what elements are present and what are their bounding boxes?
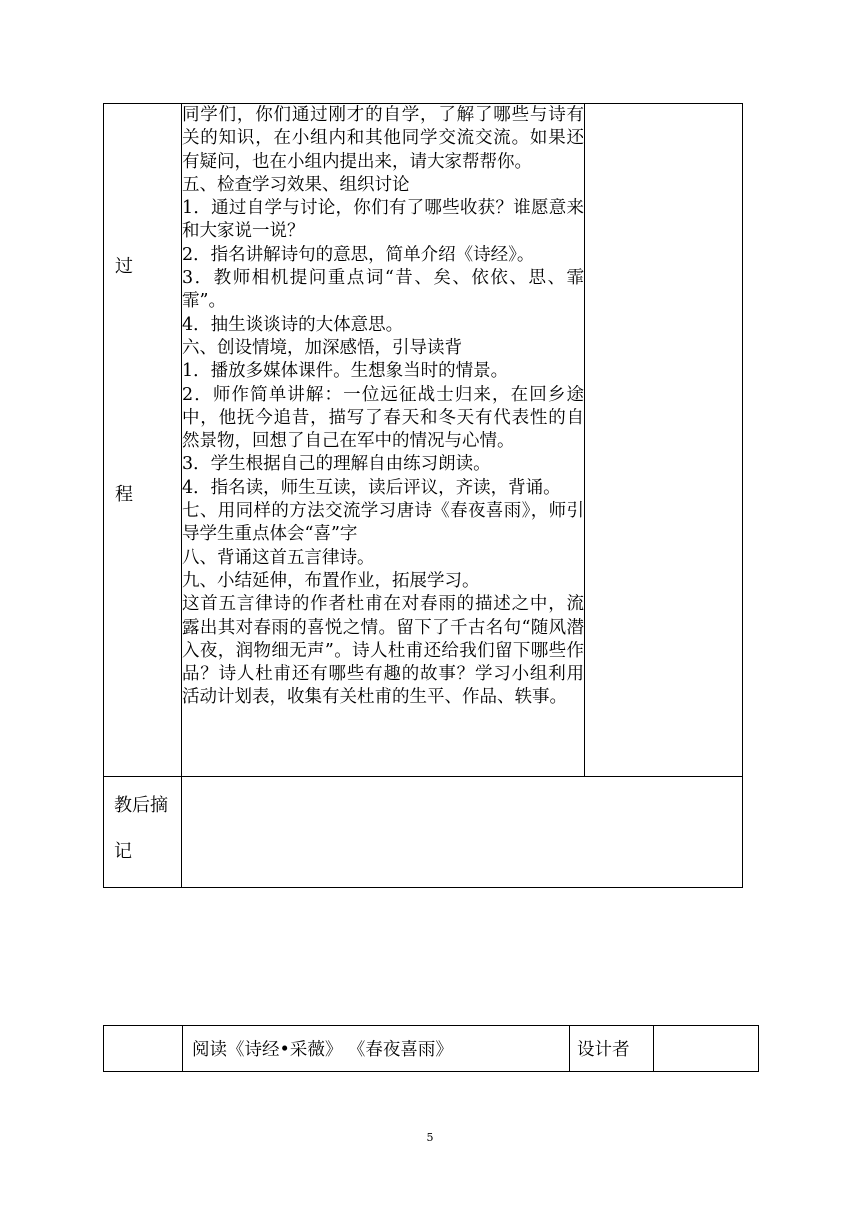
process-line: 这首五言律诗的作者杜甫在对春雨的描述之中，流露出其对春雨的喜悦之情。留下了千古名句“随风潜入夜，润物细无声”。诗人杜甫还给我们留下哪些作品？诗人杜甫还有哪些有趣的故事？学习小组利用活动计划表，收集有关杜甫的生平、作品、轶事。: [182, 594, 584, 708]
designer-label: 设计者: [570, 1026, 654, 1072]
process-line: 八、背诵这首五言律诗。: [182, 547, 375, 568]
post-lesson-row: [104, 777, 743, 888]
process-content-cell: [182, 104, 585, 777]
lesson-process-table: [103, 103, 743, 888]
process-label-char-1: 过: [115, 256, 133, 277]
process-line: 2．师作简单讲解：一位远征战士归来，在回乡途中，他抚今追昔，描写了春天和冬天有代表性的自然景物，回想了自己在军中的情况与心情。: [182, 384, 584, 452]
process-label-char-2: 程: [115, 484, 133, 505]
process-line: 六、创设情境，加深感悟，引导读背: [182, 337, 462, 358]
header-empty-cell: [104, 1026, 183, 1072]
process-line: 3．教师相机提问重点词“昔、矣、依依、思、霏霏”。: [182, 268, 584, 312]
process-line: 七、用同样的方法交流学习唐诗《春夜喜雨》，师引导学生重点体会“喜”字: [182, 501, 584, 545]
designer-value-cell: [654, 1026, 759, 1072]
page-number: 5: [426, 1131, 434, 1144]
process-line: 2．指名讲解诗句的意思，简单介绍《诗经》。: [182, 244, 535, 265]
process-row: [104, 104, 743, 777]
post-lesson-label: 教后摘记: [104, 777, 182, 888]
process-line: 4．抽生谈谈诗的大体意思。: [182, 314, 404, 335]
lesson-title: 阅读《诗经•采薇》 《春夜喜雨》: [183, 1026, 570, 1072]
process-label-cell: [104, 104, 182, 777]
header-row: [104, 1026, 759, 1072]
post-lesson-notes-cell: [182, 777, 743, 888]
lesson-header-table: [103, 1025, 759, 1072]
process-line: 3．学生根据自己的理解自由练习朗读。: [182, 454, 491, 475]
process-line: 九、小结延伸，布置作业，拓展学习。: [182, 570, 480, 591]
process-line: 五、检查学习效果、组织讨论: [182, 174, 410, 195]
process-line: 4．指名读，师生互读，读后评议，齐读，背诵。: [182, 477, 561, 498]
process-notes-cell: [585, 104, 743, 777]
process-line: 1．通过自学与讨论，你们有了哪些收获？谁愿意来和大家说一说？: [182, 198, 584, 242]
process-line: 1．播放多媒体课件。生想象当时的情景。: [182, 361, 509, 382]
process-line: 同学们，你们通过刚才的自学，了解了哪些与诗有关的知识，在小组内和其他同学交流交流。如果还有疑问，也在小组内提出来，请大家帮帮你。: [182, 105, 584, 172]
